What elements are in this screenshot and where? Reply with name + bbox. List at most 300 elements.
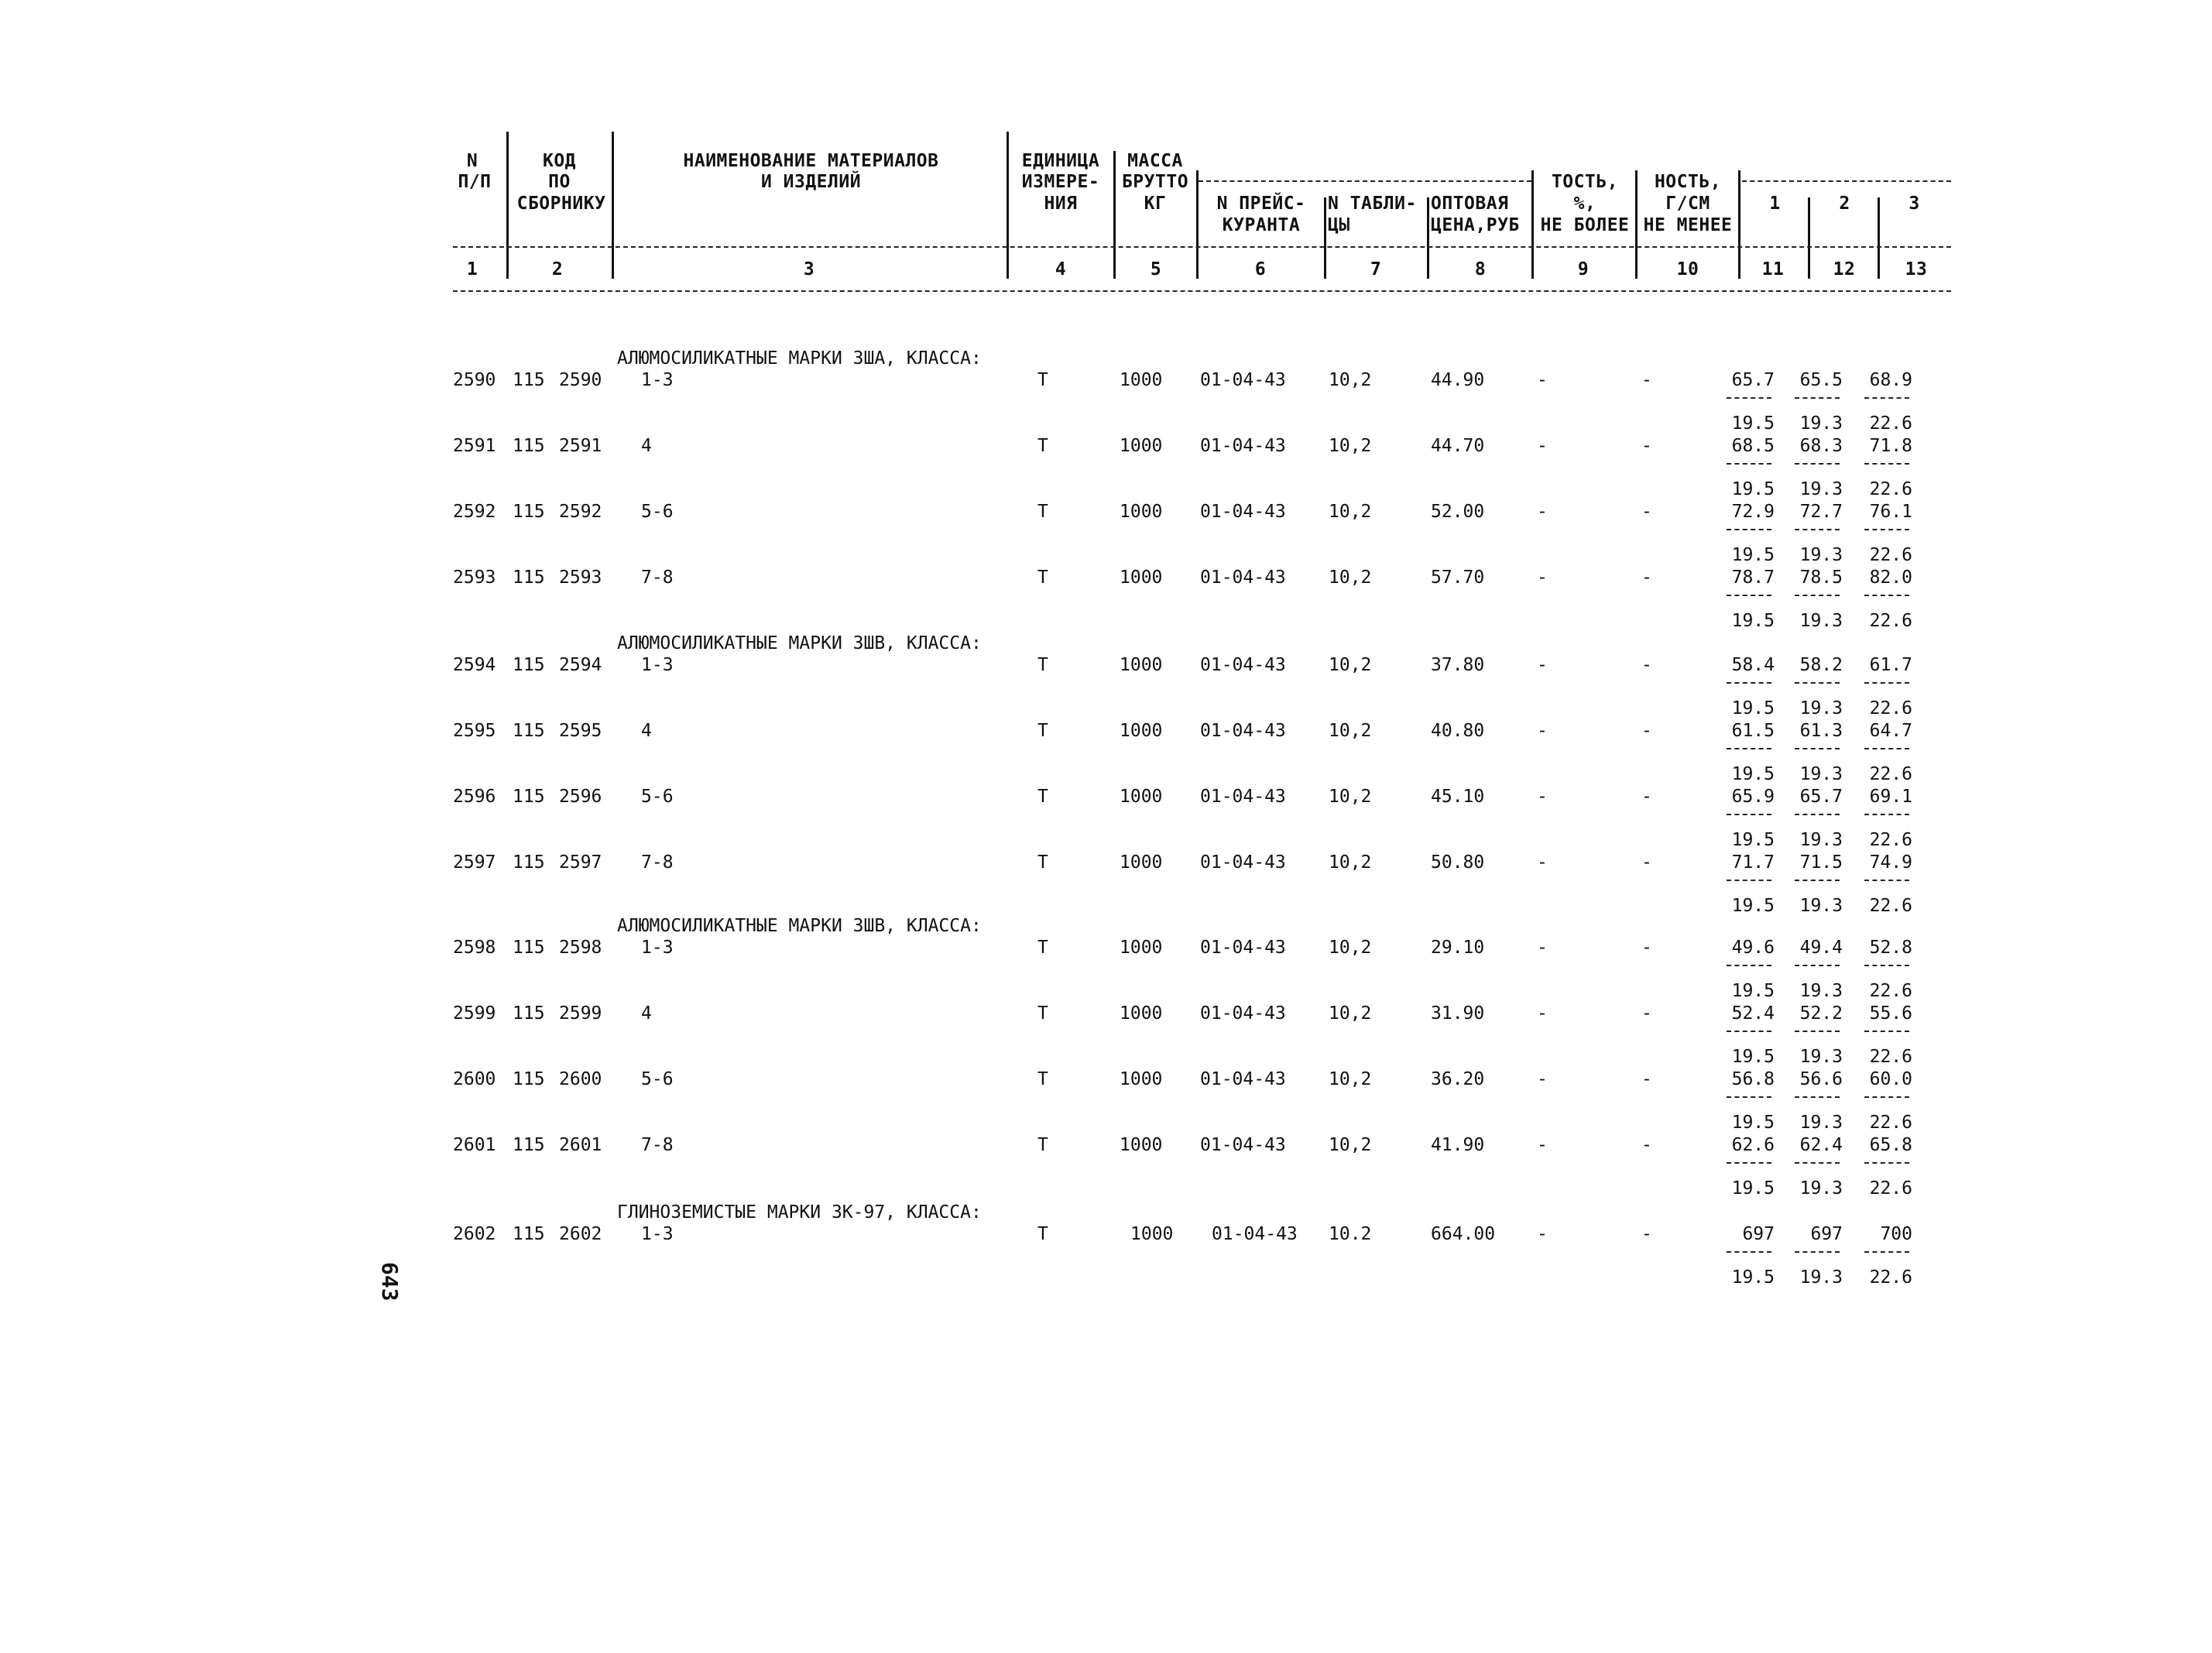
class-value-3 [1858, 721, 1912, 784]
class-value-denominator: 19.3 [1799, 896, 1843, 916]
fraction-bar [1864, 880, 1909, 881]
fraction-bar [1864, 463, 1909, 465]
item-name: 4 [641, 721, 652, 741]
density-value: - [1641, 1003, 1652, 1024]
unit-of-measure: Т [1037, 1224, 1048, 1244]
header-rule [453, 246, 1951, 248]
fraction-bar [1864, 748, 1909, 749]
wholesale-price: 40.80 [1431, 721, 1485, 741]
header-divider [1531, 170, 1534, 279]
column-number: 5 [1150, 259, 1162, 280]
class-value-1 [1720, 787, 1775, 850]
header-col6-line2: КУРАНТА [1222, 215, 1301, 235]
unit-of-measure: Т [1037, 852, 1048, 873]
class-value-1 [1720, 852, 1775, 916]
item-code-prefix: 115 [513, 502, 545, 522]
fraction-bar [1864, 682, 1909, 684]
density-value: - [1641, 655, 1652, 675]
item-code-prefix: 115 [513, 370, 545, 390]
porosity-value: - [1537, 1135, 1548, 1155]
class-value-numerator: 62.4 [1799, 1135, 1843, 1155]
class-value-denominator: 19.3 [1799, 1047, 1843, 1067]
fraction-bar [1727, 1096, 1771, 1098]
class-value-1 [1720, 1069, 1775, 1133]
item-name: 4 [641, 436, 652, 456]
density-value: - [1641, 938, 1652, 958]
wholesale-price: 50.80 [1431, 852, 1485, 873]
item-number: 2592 [453, 502, 496, 522]
header-col5-line3: КГ [1144, 194, 1167, 214]
unit-of-measure: Т [1037, 436, 1048, 456]
class-value-numerator: 697 [1810, 1224, 1843, 1244]
column-number: 8 [1474, 259, 1487, 280]
class-value-numerator: 76.1 [1869, 502, 1912, 522]
class-value-numerator: 62.6 [1731, 1135, 1775, 1155]
class-value-1 [1720, 568, 1775, 631]
header-col5-line1: МАССА [1127, 151, 1183, 171]
class-value-1 [1720, 502, 1775, 565]
fraction-bar [1727, 463, 1771, 465]
header-divider [1738, 170, 1740, 279]
fraction-bar [1795, 814, 1840, 815]
item-name: 4 [641, 1003, 652, 1024]
header-divider [1808, 197, 1810, 279]
wholesale-price: 52.00 [1431, 502, 1485, 522]
header-divider [1007, 132, 1009, 279]
header-col3-line2: И ИЗДЕЛИЙ [760, 172, 862, 192]
price-list-number: 01-04-43 [1200, 1069, 1286, 1089]
wholesale-price: 41.90 [1431, 1135, 1485, 1155]
class-value-2 [1788, 787, 1843, 850]
class-value-denominator: 22.6 [1869, 981, 1912, 1001]
header-divider [1196, 170, 1199, 279]
item-code: 2602 [559, 1224, 602, 1244]
unit-of-measure: Т [1037, 655, 1048, 675]
class-value-numerator: 697 [1742, 1224, 1775, 1244]
column-number: 1 [466, 259, 478, 280]
class-value-denominator: 19.3 [1799, 698, 1843, 718]
item-number: 2591 [453, 436, 496, 456]
column-number: 10 [1676, 259, 1699, 280]
table-number: 10,2 [1329, 370, 1372, 390]
fraction-bar [1795, 965, 1840, 966]
class-value-1 [1720, 370, 1775, 434]
class-value-3 [1858, 938, 1912, 1001]
class-value-denominator: 19.5 [1731, 1047, 1775, 1067]
class-value-denominator: 19.5 [1731, 545, 1775, 565]
density-value: - [1641, 370, 1652, 390]
class-value-2 [1788, 721, 1843, 784]
header-col4-line3: НИЯ [1044, 194, 1078, 214]
class-value-3 [1858, 1069, 1912, 1133]
header-col13: 3 [1908, 194, 1920, 214]
table-number: 10,2 [1329, 655, 1372, 675]
class-value-denominator: 19.5 [1731, 896, 1775, 916]
table-number: 10,2 [1329, 1069, 1372, 1089]
page-number: 643 [377, 1262, 403, 1301]
fraction-bar [1864, 529, 1909, 530]
class-value-denominator: 19.3 [1799, 611, 1843, 631]
class-value-numerator: 71.5 [1799, 852, 1843, 873]
gross-mass: 1000 [1120, 1003, 1163, 1024]
gross-mass: 1000 [1120, 655, 1163, 675]
class-value-numerator: 52.2 [1799, 1003, 1843, 1024]
class-value-numerator: 65.8 [1869, 1135, 1912, 1155]
item-number: 2598 [453, 938, 496, 958]
class-value-numerator: 65.9 [1731, 787, 1775, 807]
class-value-denominator: 22.6 [1869, 764, 1912, 784]
item-number: 2599 [453, 1003, 496, 1024]
fraction-bar [1727, 595, 1771, 596]
wholesale-price: 664.00 [1431, 1224, 1496, 1244]
price-list-number: 01-04-43 [1200, 938, 1286, 958]
price-list-number: 01-04-43 [1200, 787, 1286, 807]
porosity-value: - [1537, 655, 1548, 675]
fraction-bar [1727, 397, 1771, 399]
item-code-prefix: 115 [513, 787, 545, 807]
header-bottom-rule [453, 290, 1951, 292]
class-value-numerator: 71.7 [1731, 852, 1775, 873]
density-value: - [1641, 502, 1652, 522]
porosity-value: - [1537, 370, 1548, 390]
item-name: 1-3 [641, 655, 674, 675]
column-number: 6 [1254, 259, 1267, 280]
price-list-number: 01-04-43 [1212, 1224, 1298, 1244]
class-value-numerator: 74.9 [1869, 852, 1912, 873]
item-name: 5-6 [641, 1069, 674, 1089]
table-number: 10,2 [1329, 1135, 1372, 1155]
unit-of-measure: Т [1037, 370, 1048, 390]
item-code: 2594 [559, 655, 602, 675]
class-value-numerator: 49.6 [1731, 938, 1775, 958]
class-value-numerator: 55.6 [1869, 1003, 1912, 1024]
density-value: - [1641, 568, 1652, 588]
density-value: - [1641, 436, 1652, 456]
class-value-denominator: 22.6 [1869, 1113, 1912, 1133]
class-value-numerator: 72.7 [1799, 502, 1843, 522]
porosity-value: - [1537, 1224, 1548, 1244]
header-col11: 1 [1769, 194, 1781, 214]
density-value: - [1641, 1224, 1652, 1244]
column-number: 9 [1577, 259, 1590, 280]
item-number: 2594 [453, 655, 496, 675]
item-code: 2590 [559, 370, 602, 390]
header-col2-line2: ПО [548, 172, 571, 192]
wholesale-price: 44.90 [1431, 370, 1485, 390]
class-value-denominator: 22.6 [1869, 830, 1912, 850]
price-list-number: 01-04-43 [1200, 852, 1286, 873]
class-value-numerator: 52.8 [1869, 938, 1912, 958]
porosity-value: - [1537, 568, 1548, 588]
class-value-denominator: 19.3 [1799, 479, 1843, 499]
class-value-2 [1788, 938, 1843, 1001]
class-value-numerator: 49.4 [1799, 938, 1843, 958]
class-value-numerator: 61.5 [1731, 721, 1775, 741]
class-value-2 [1788, 568, 1843, 631]
item-code: 2600 [559, 1069, 602, 1089]
unit-of-measure: Т [1037, 787, 1048, 807]
unit-of-measure: Т [1037, 1069, 1048, 1089]
header-col3-line1: НАИМЕНОВАНИЕ МАТЕРИАЛОВ [683, 151, 939, 171]
class-value-1 [1720, 721, 1775, 784]
class-value-numerator: 700 [1880, 1224, 1912, 1244]
header-col9-line2: %, [1573, 194, 1596, 214]
gross-mass: 1000 [1120, 1135, 1163, 1155]
item-number: 2595 [453, 721, 496, 741]
item-code-prefix: 115 [513, 1003, 545, 1024]
header-col5-line2: БРУТТО [1121, 172, 1189, 192]
fraction-bar [1795, 1096, 1840, 1098]
wholesale-price: 29.10 [1431, 938, 1485, 958]
fraction-bar [1727, 880, 1771, 881]
group-title: АЛЮМОСИЛИКАТНЫЕ МАРКИ ЗШВ, КЛАССА: [617, 916, 982, 936]
unit-of-measure: Т [1037, 1135, 1048, 1155]
fraction-bar [1795, 1162, 1840, 1164]
wholesale-price: 31.90 [1431, 1003, 1485, 1024]
class-value-denominator: 19.5 [1731, 1267, 1775, 1288]
fraction-bar [1795, 880, 1840, 881]
gross-mass: 1000 [1120, 938, 1163, 958]
item-code-prefix: 115 [513, 1069, 545, 1089]
price-list-number: 01-04-43 [1200, 436, 1286, 456]
header-rule [1742, 180, 1951, 182]
class-value-denominator: 22.6 [1869, 545, 1912, 565]
class-value-denominator: 19.5 [1731, 479, 1775, 499]
class-value-3 [1858, 852, 1912, 916]
item-name: 5-6 [641, 502, 674, 522]
wholesale-price: 44.70 [1431, 436, 1485, 456]
class-value-numerator: 61.7 [1869, 655, 1912, 675]
class-value-1 [1720, 1224, 1775, 1288]
item-code: 2598 [559, 938, 602, 958]
item-code: 2596 [559, 787, 602, 807]
class-value-3 [1858, 436, 1912, 499]
class-value-numerator: 65.5 [1799, 370, 1843, 390]
class-value-1 [1720, 1135, 1775, 1199]
class-value-1 [1720, 655, 1775, 718]
item-number: 2602 [453, 1224, 496, 1244]
class-value-numerator: 64.7 [1869, 721, 1912, 741]
item-code: 2592 [559, 502, 602, 522]
porosity-value: - [1537, 787, 1548, 807]
fraction-bar [1795, 397, 1840, 399]
class-value-denominator: 19.3 [1799, 830, 1843, 850]
price-list-number: 01-04-43 [1200, 502, 1286, 522]
class-value-numerator: 78.5 [1799, 568, 1843, 588]
table-number: 10,2 [1329, 568, 1372, 588]
header-divider [1878, 197, 1880, 279]
table-number: 10,2 [1329, 502, 1372, 522]
class-value-denominator: 19.5 [1731, 830, 1775, 850]
class-value-numerator: 52.4 [1731, 1003, 1775, 1024]
class-value-denominator: 22.6 [1869, 413, 1912, 434]
header-col7-line2: ЦЫ [1328, 215, 1350, 235]
table-number: 10,2 [1329, 938, 1372, 958]
header-col4-line1: ЕДИНИЦА [1021, 151, 1100, 171]
gross-mass: 1000 [1120, 852, 1163, 873]
column-number: 11 [1761, 259, 1785, 280]
porosity-value: - [1537, 1069, 1548, 1089]
class-value-numerator: 65.7 [1799, 787, 1843, 807]
item-number: 2597 [453, 852, 496, 873]
column-number: 2 [551, 259, 564, 280]
wholesale-price: 37.80 [1431, 655, 1485, 675]
table-number: 10,2 [1329, 852, 1372, 873]
unit-of-measure: Т [1037, 568, 1048, 588]
price-list-number: 01-04-43 [1200, 655, 1286, 675]
column-number: 3 [803, 259, 815, 280]
header-col2-line3: СБОРНИКУ [516, 194, 606, 214]
class-value-2 [1788, 1224, 1843, 1288]
item-code-prefix: 115 [513, 1135, 545, 1155]
table-number: 10,2 [1329, 436, 1372, 456]
class-value-denominator: 19.5 [1731, 1178, 1775, 1199]
item-name: 7-8 [641, 568, 674, 588]
class-value-denominator: 22.6 [1869, 1047, 1912, 1067]
class-value-numerator: 56.6 [1799, 1069, 1843, 1089]
class-value-3 [1858, 655, 1912, 718]
price-list-number: 01-04-43 [1200, 721, 1286, 741]
header-divider [506, 132, 509, 279]
column-number: 4 [1055, 259, 1067, 280]
class-value-2 [1788, 655, 1843, 718]
header-col12: 2 [1839, 194, 1850, 214]
unit-of-measure: Т [1037, 938, 1048, 958]
class-value-2 [1788, 1003, 1843, 1067]
class-value-denominator: 19.3 [1799, 413, 1843, 434]
porosity-value: - [1537, 852, 1548, 873]
wholesale-price: 45.10 [1431, 787, 1485, 807]
class-value-denominator: 19.5 [1731, 981, 1775, 1001]
class-value-denominator: 19.5 [1731, 698, 1775, 718]
class-value-3 [1858, 1003, 1912, 1067]
class-value-3 [1858, 568, 1912, 631]
header-col4-line2: ИЗМЕРЕ- [1021, 172, 1100, 192]
class-value-numerator: 82.0 [1869, 568, 1912, 588]
fraction-bar [1795, 1251, 1840, 1253]
gross-mass: 1000 [1130, 1224, 1174, 1244]
item-code: 2591 [559, 436, 602, 456]
fraction-bar [1727, 1251, 1771, 1253]
header-divider [1324, 197, 1326, 279]
item-code: 2597 [559, 852, 602, 873]
fraction-bar [1795, 529, 1840, 530]
class-value-denominator: 19.3 [1799, 1178, 1843, 1199]
fraction-bar [1795, 1031, 1840, 1032]
header-rule [1199, 180, 1531, 182]
fraction-bar [1727, 814, 1771, 815]
header-divider [1113, 151, 1116, 279]
item-code: 2595 [559, 721, 602, 741]
class-value-3 [1858, 787, 1912, 850]
header-col10-line1: НОСТЬ, [1654, 172, 1722, 192]
item-code: 2601 [559, 1135, 602, 1155]
class-value-denominator: 22.6 [1869, 611, 1912, 631]
gross-mass: 1000 [1120, 436, 1163, 456]
fraction-bar [1727, 1031, 1771, 1032]
fraction-bar [1864, 1162, 1909, 1164]
header-col10-line2: Г/СМ [1665, 194, 1710, 214]
item-name: 7-8 [641, 1135, 674, 1155]
header-col9-line3: НЕ БОЛЕЕ [1540, 215, 1630, 235]
class-value-2 [1788, 502, 1843, 565]
header-col2-line1: КОД [542, 151, 577, 171]
gross-mass: 1000 [1120, 568, 1163, 588]
fraction-bar [1864, 1251, 1909, 1253]
class-value-3 [1858, 502, 1912, 565]
header-col8-line1: ОПТОВАЯ [1431, 194, 1509, 214]
class-value-denominator: 22.6 [1869, 1178, 1912, 1199]
item-number: 2596 [453, 787, 496, 807]
item-code-prefix: 115 [513, 655, 545, 675]
class-value-numerator: 68.5 [1731, 436, 1775, 456]
item-number: 2601 [453, 1135, 496, 1155]
class-value-numerator: 72.9 [1731, 502, 1775, 522]
group-title: АЛЮМОСИЛИКАТНЫЕ МАРКИ ЗШВ, КЛАССА: [617, 633, 982, 653]
class-value-numerator: 58.2 [1799, 655, 1843, 675]
porosity-value: - [1537, 436, 1548, 456]
class-value-denominator: 22.6 [1869, 698, 1912, 718]
class-value-denominator: 19.3 [1799, 764, 1843, 784]
class-value-2 [1788, 370, 1843, 434]
table-number: 10,2 [1329, 1003, 1372, 1024]
gross-mass: 1000 [1120, 370, 1163, 390]
header-divider [612, 132, 614, 279]
column-number: 7 [1370, 259, 1382, 280]
fraction-bar [1864, 814, 1909, 815]
item-code: 2599 [559, 1003, 602, 1024]
item-name: 1-3 [641, 938, 674, 958]
class-value-denominator: 22.6 [1869, 1267, 1912, 1288]
item-code-prefix: 115 [513, 436, 545, 456]
fraction-bar [1864, 1031, 1909, 1032]
price-list-number: 01-04-43 [1200, 1003, 1286, 1024]
item-name: 7-8 [641, 852, 674, 873]
gross-mass: 1000 [1120, 787, 1163, 807]
price-list-number: 01-04-43 [1200, 370, 1286, 390]
header-col10-line3: НЕ МЕНЕЕ [1643, 215, 1733, 235]
fraction-bar [1864, 595, 1909, 596]
item-number: 2600 [453, 1069, 496, 1089]
unit-of-measure: Т [1037, 1003, 1048, 1024]
fraction-bar [1795, 463, 1840, 465]
class-value-3 [1858, 1135, 1912, 1199]
table-number: 10,2 [1329, 787, 1372, 807]
class-value-denominator: 19.5 [1731, 764, 1775, 784]
table-number: 10,2 [1329, 721, 1372, 741]
class-value-numerator: 65.7 [1731, 370, 1775, 390]
class-value-numerator: 78.7 [1731, 568, 1775, 588]
class-value-2 [1788, 1135, 1843, 1199]
class-value-numerator: 68.3 [1799, 436, 1843, 456]
class-value-numerator: 60.0 [1869, 1069, 1912, 1089]
class-value-denominator: 19.3 [1799, 1267, 1843, 1288]
density-value: - [1641, 721, 1652, 741]
column-number: 13 [1905, 259, 1928, 280]
class-value-denominator: 19.3 [1799, 1113, 1843, 1133]
class-value-denominator: 19.5 [1731, 1113, 1775, 1133]
porosity-value: - [1537, 502, 1548, 522]
item-code-prefix: 115 [513, 1224, 545, 1244]
item-code-prefix: 115 [513, 568, 545, 588]
class-value-1 [1720, 436, 1775, 499]
fraction-bar [1795, 748, 1840, 749]
class-value-numerator: 61.3 [1799, 721, 1843, 741]
item-name: 1-3 [641, 370, 674, 390]
item-code-prefix: 115 [513, 852, 545, 873]
density-value: - [1641, 1135, 1652, 1155]
gross-mass: 1000 [1120, 721, 1163, 741]
